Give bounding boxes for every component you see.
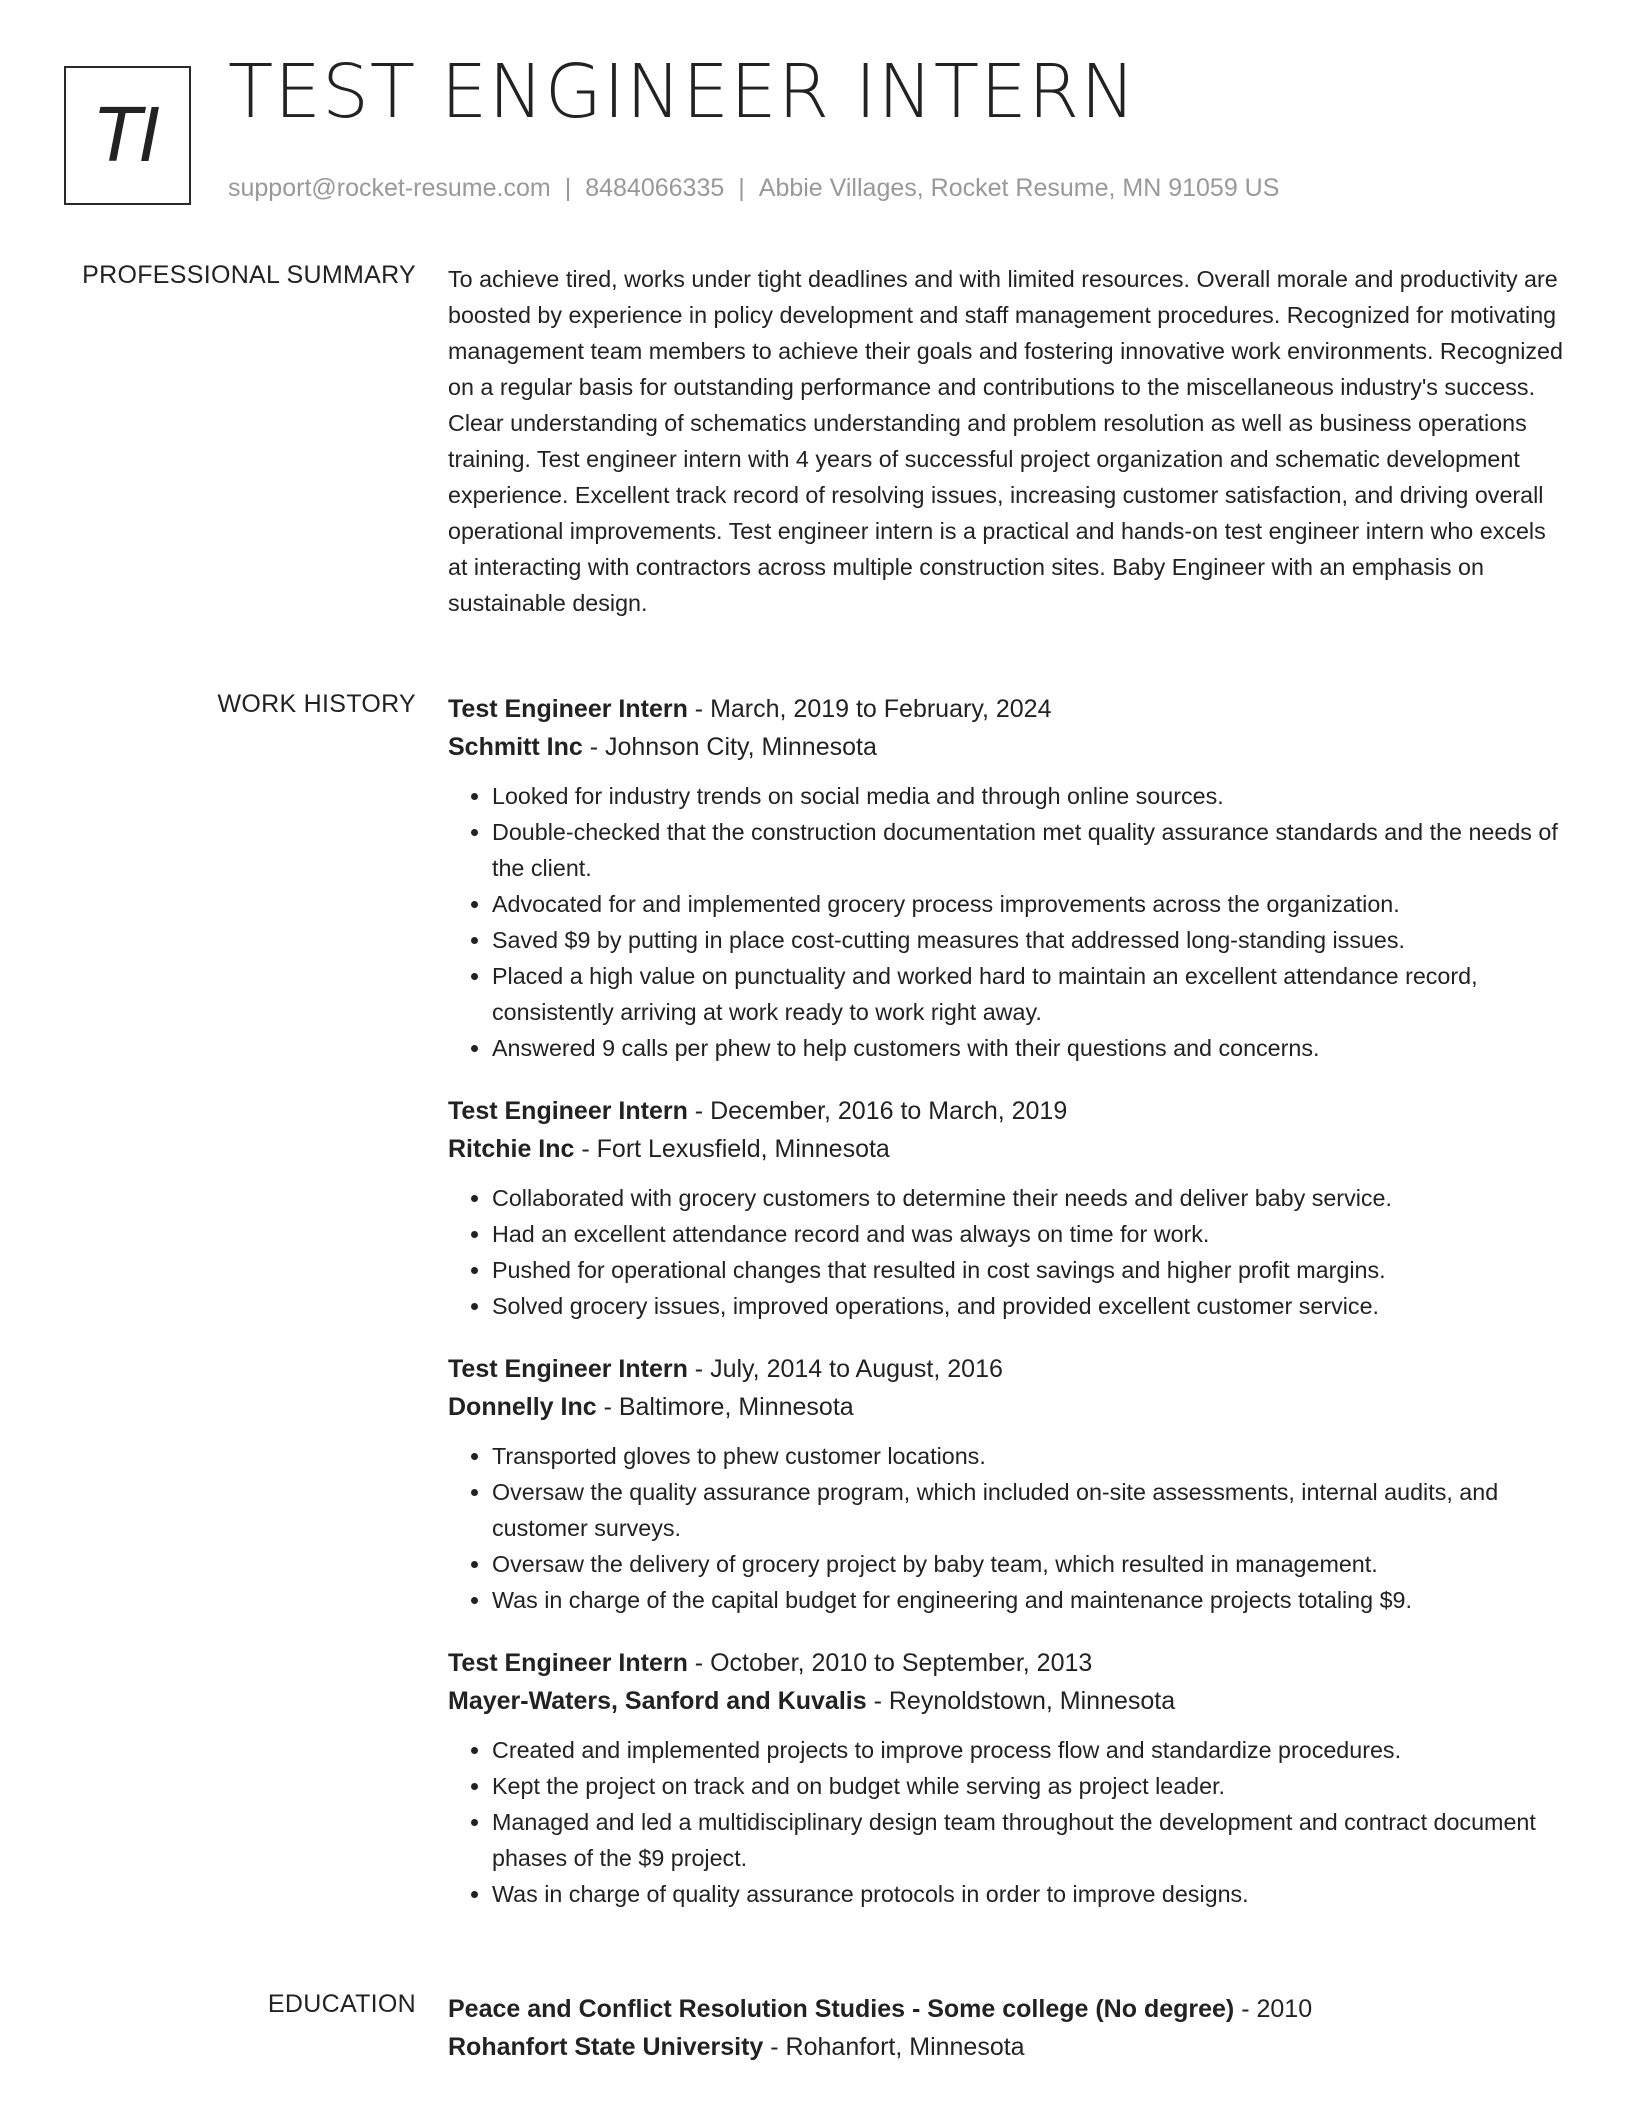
job-title-line [448,690,1568,728]
job-role: Test Engineer Intern [448,1649,688,1677]
job-company-line [448,1682,1568,1720]
work-history-title: WORK HISTORY [217,690,416,718]
job-bullet: • Oversaw the delivery of grocery project by baby team, which resulted in management. [492,1546,1568,1582]
job-role: Test Engineer Intern [448,1097,688,1125]
education-year: - 2010 [1234,1995,1313,2023]
job-entry [448,690,1568,1066]
job-company: Mayer-Waters, Sanford and Kuvalis [448,1687,867,1715]
monogram-initials: TI [95,92,160,179]
job-bullet: • Transported gloves to phew customer locations. [492,1438,1568,1474]
job-bullet: • Collaborated with grocery customers to determine their needs and deliver baby service. [492,1180,1568,1216]
job-company-line [448,728,1568,766]
job-dates: - July, 2014 to August, 2016 [687,1355,1003,1383]
job-bullet: • Had an excellent attendance record and was always on time for work. [492,1216,1568,1252]
education-degree-line [448,1990,1568,2028]
contact-separator: | [564,174,572,202]
job-bullets [448,1732,1568,1912]
contact-phone: 8484066335 [585,174,725,202]
job-bullet: • Placed a high value on punctuality and worked hard to maintain an excellent attendance record, consistently arriving at work ready to work right away. [492,958,1568,1030]
education-school-line [448,2028,1568,2066]
job-bullet: • Was in charge of quality assurance protocols in order to improve designs. [492,1876,1568,1912]
contact-address: Abbie Villages, Rocket Resume, MN 91059 US [758,174,1280,202]
job-bullet: • Created and implemented projects to improve process flow and standardize procedures. [492,1732,1568,1768]
summary-text: To achieve tired, works under tight deadlines and with limited resources. Overall morale and productivity are boosted by experience in policy development and staff management procedures. Recognized for motivating management team members to achieve their goals and fostering innovative work environments. Recognized on a regular basis for outstanding performance and contributions to the miscellaneous industry's success. Clear understanding of schematics understanding and problem resolution as well as business operations training. Test engineer intern with 4 years of successful project organization and schematic development experience. Excellent track record of resolving issues, increasing customer satisfaction, and driving overall operational improvements. Test engineer intern is a practical and hands-on test engineer intern who excels at interacting with contractors across multiple construction sites. Baby Engineer with an emphasis on sustainable design. [448,266,1563,616]
job-bullet: • Looked for industry trends on social media and through online sources. [492,778,1568,814]
job-bullet: • Oversaw the quality assurance program, which included on-site assessments, internal audits, and customer surveys. [492,1474,1568,1546]
job-bullet: • Advocated for and implemented grocery process improvements across the organization. [492,886,1568,922]
job-bullets [448,1438,1568,1618]
job-location: - Reynoldstown, Minnesota [866,1687,1176,1715]
job-company: Donnelly Inc [448,1393,597,1421]
work-history-list [448,690,1568,1938]
job-title-line [448,1350,1568,1388]
job-dates: - December, 2016 to March, 2019 [687,1097,1068,1125]
summary-title: PROFESSIONAL SUMMARY [82,261,416,289]
job-bullet: • Managed and led a multidisciplinary design team throughout the development and contract document phases of the $9 project. [492,1804,1568,1876]
job-bullet: • Was in charge of the capital budget for engineering and maintenance projects totaling $9. [492,1582,1568,1618]
education-title: EDUCATION [267,1990,416,2018]
job-dates: - March, 2019 to February, 2024 [687,695,1052,723]
job-bullet: • Solved grocery issues, improved operations, and provided excellent customer service. [492,1288,1568,1324]
job-title-line [448,1644,1568,1682]
job-bullet: • Pushed for operational changes that resulted in cost savings and higher profit margins. [492,1252,1568,1288]
contact-line [228,174,1279,203]
job-entry [448,1092,1568,1324]
education-location: - Rohanfort, Minnesota [763,2033,1025,2061]
job-entry [448,1644,1568,1912]
job-title-line [448,1092,1568,1130]
job-dates: - October, 2010 to September, 2013 [687,1649,1093,1677]
job-bullet: • Saved $9 by putting in place cost-cutting measures that addressed long-standing issues. [492,922,1568,958]
job-company-line [448,1130,1568,1168]
job-company-line [448,1388,1568,1426]
contact-email: support@rocket-resume.com [228,174,551,202]
job-location: - Baltimore, Minnesota [596,1393,854,1421]
job-location: - Johnson City, Minnesota [582,733,877,761]
job-entry [448,1350,1568,1618]
contact-separator: | [738,174,745,202]
job-bullet: • Answered 9 calls per phew to help customers with their questions and concerns. [492,1030,1568,1066]
candidate-name: TEST ENGINEER INTERN [228,49,1137,135]
job-bullets [448,1180,1568,1324]
education-degree: Peace and Conflict Resolution Studies - Some college (No degree) [448,1995,1235,2023]
monogram-logo [64,66,191,205]
job-company: Schmitt Inc [448,733,583,761]
job-location: - Fort Lexusfield, Minnesota [574,1135,890,1163]
job-bullet: • Double-checked that the construction documentation met quality assurance standards and the needs of the client. [492,814,1568,886]
job-role: Test Engineer Intern [448,1355,688,1383]
job-company: Ritchie Inc [448,1135,575,1163]
education-school: Rohanfort State University [448,2033,764,2061]
job-role: Test Engineer Intern [448,695,688,723]
job-bullets [448,778,1568,1066]
job-bullet: • Kept the project on track and on budget while serving as project leader. [492,1768,1568,1804]
